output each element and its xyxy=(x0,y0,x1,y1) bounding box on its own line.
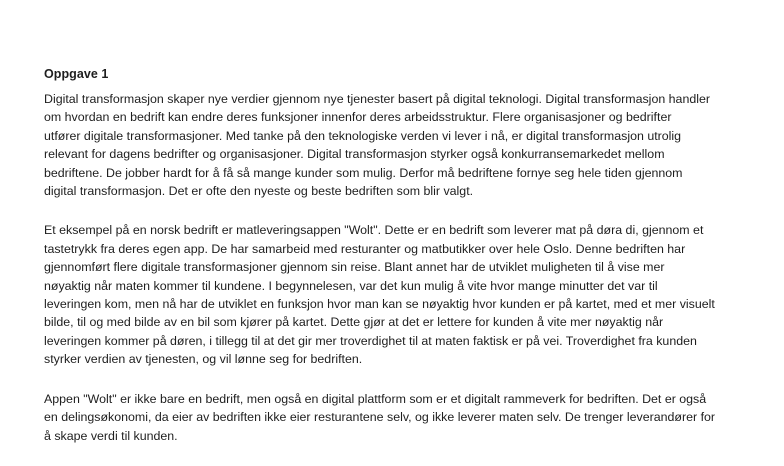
paragraph-line: Et eksempel på en norsk bedrift er matleveringsappen "Wolt". Dette er en bedrift som leverer mat på døra di, gjennom et xyxy=(44,223,704,238)
document-page xyxy=(44,67,772,466)
paragraph-3 xyxy=(44,390,772,445)
paragraph-line: å skape verdi til kunden. xyxy=(44,428,178,443)
paragraph-line: Appen "Wolt" er ikke bare en bedrift, men også en digital plattform som er et digitalt rammeverk for bedriften. Det er også xyxy=(44,391,707,406)
paragraph-line: relevant for dagens bedrifter og organisasjoner. Digital transformasjon styrker også konkurransemarkedet mellom xyxy=(44,147,665,162)
paragraph-line: en delingsøkonomi, da eier av bedriften ikke eier resturantene selv, og ikke leverer maten selv. De trenger leverandører for xyxy=(44,410,716,425)
paragraph-line: nøyaktig når maten kommer til kundene. I begynnelesen, var det kun mulig å vite hvor mange minutter det var til xyxy=(44,278,658,293)
paragraph-line: bedriftene. De jobber hardt for å få så mange kunder som mulig. Derfor må bedriftene fornye seg hele tiden gjennom xyxy=(44,165,683,180)
paragraph-2 xyxy=(44,221,772,368)
paragraph-line: utfører digitale transformasjoner. Med tanke på den teknologiske verden vi lever i nå, er digital transformasjon utrolig xyxy=(44,128,682,143)
paragraph-line: tastetrykk fra deres egen app. De har samarbeid med resturanter og matbutikker over hele Oslo. Denne bedriften har xyxy=(44,241,686,256)
paragraph-line: Digital transformasjon skaper nye verdier gjennom nye tjenester basert på digital teknologi. Digital transformasjon handler xyxy=(44,92,710,106)
paragraph-line: leveringen kommer på døren, i tillegg til at det gir mer troverdighet til at maten faktisk er på vei. Troverdighet fra kunden xyxy=(44,333,697,348)
paragraph-line: om hvordan en bedrift kan endre deres funksjoner innenfor deres arbeidsstruktur. Flere organisasjoner og bedrifter xyxy=(44,110,672,125)
paragraph-line: leveringen kom, men nå har de utviklet en funksjon hvor man kan se nøyaktig hvor kunden er på kartet, med et mer visuelt xyxy=(44,297,715,312)
paragraph-1 xyxy=(44,90,772,200)
paragraph-line: gjennomført flere digitale transformasjoner gjennom sin reise. Blant annet har de utviklet muligheten til å vise mer xyxy=(44,260,665,275)
paragraph-line: bilde, til og med bilde av en bil som kjører på kartet. Dette gjør at det er lettere for kunden å vite mer nøyaktig når xyxy=(44,315,664,330)
paragraph-line: digital transformasjon. Det er ofte den nyeste og beste bedriften som blir valgt. xyxy=(44,184,474,199)
paragraph-line: styrker verdien av tjenesten, og vil lønne seg for bedriften. xyxy=(44,352,363,367)
section-heading: Oppgave 1 xyxy=(44,67,109,81)
